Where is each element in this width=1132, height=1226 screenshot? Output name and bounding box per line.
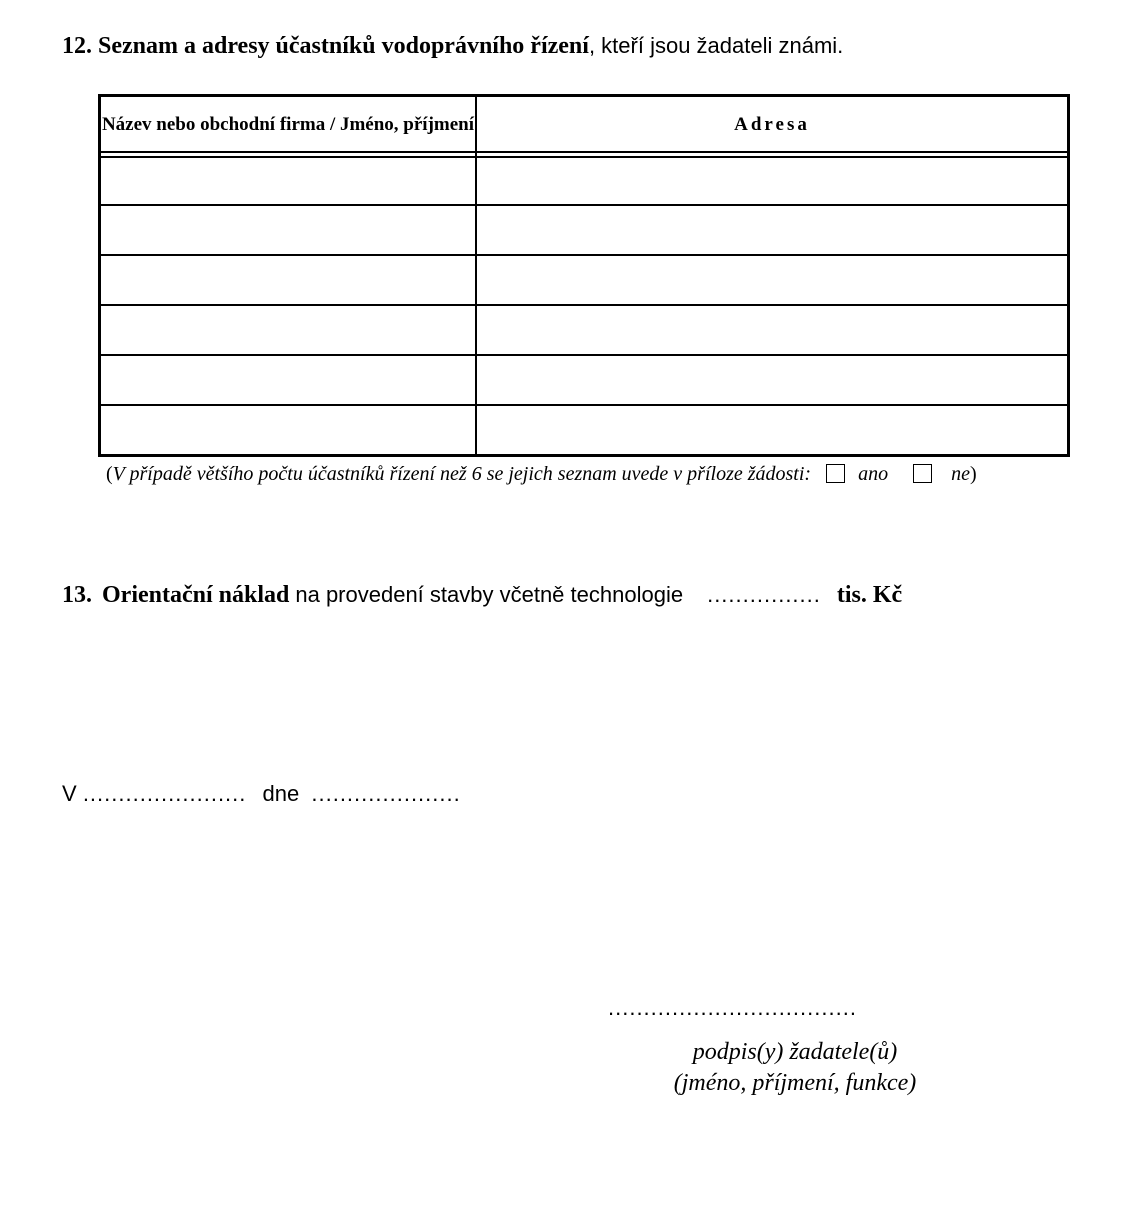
section-12-number: 12.: [62, 33, 92, 59]
section-12-title-rest: , kteří jsou žadateli známi.: [588, 33, 844, 58]
table-row-3-name-cell[interactable]: [101, 256, 475, 304]
table-row-1-address-cell[interactable]: [477, 155, 1067, 204]
table-row-2-name-cell[interactable]: [101, 206, 475, 254]
place-date-line: [62, 781, 461, 807]
column-header-address: Adresa: [734, 113, 810, 135]
no-checkbox[interactable]: [913, 464, 932, 483]
table-row-3-address-cell[interactable]: [477, 256, 1067, 304]
cost-unit: tis. Kč: [836, 582, 903, 608]
section-13-number: 13.: [62, 582, 92, 608]
section-13-line: [62, 582, 902, 609]
yes-checkbox[interactable]: [826, 464, 845, 483]
table-row-6-address-cell[interactable]: [477, 406, 1067, 454]
table-row-1-name-cell[interactable]: [101, 155, 475, 204]
section-13-title: Orientační náklad: [102, 582, 290, 608]
signature-caption-line-1: podpis(y) žadatele(ů): [692, 1039, 898, 1065]
section-12-title: Seznam a adresy účastníků vodoprávního řízení: [98, 33, 589, 59]
attachment-note: [106, 463, 977, 486]
signature-caption-line-2: (jméno, příjmení, funkce): [673, 1070, 917, 1096]
table-row-4-name-cell[interactable]: [101, 306, 475, 354]
place-field[interactable]: .......................: [82, 781, 247, 806]
yes-label: ano: [858, 463, 889, 485]
note-text: V případě většího počtu účastníků řízení než 6 se jejich seznam uvede v příloze žádosti:: [112, 463, 812, 485]
table-row-2-address-cell[interactable]: [477, 206, 1067, 254]
signature-caption: [610, 1037, 980, 1099]
note-close-paren: ): [969, 463, 977, 485]
table-row-4-address-cell[interactable]: [477, 306, 1067, 354]
date-label: dne: [262, 781, 300, 806]
section-13-title-rest: na provedení stavby včetně technologie: [295, 582, 684, 607]
place-prefix: V: [62, 781, 77, 806]
no-label: ne: [951, 463, 970, 485]
note-open-paren: (: [106, 463, 113, 485]
table-row-6-name-cell[interactable]: [101, 406, 475, 454]
participants-table: [98, 94, 1070, 457]
column-header-name: Název nebo obchodní firma / Jméno, příjmení: [101, 113, 475, 135]
table-row-5-address-cell[interactable]: [477, 356, 1067, 404]
section-12-heading: [62, 33, 843, 60]
date-field[interactable]: .....................: [311, 781, 461, 806]
cost-field[interactable]: ................: [707, 582, 821, 607]
signature-field[interactable]: ...................................: [608, 995, 857, 1020]
table-row-5-name-cell[interactable]: [101, 356, 475, 404]
